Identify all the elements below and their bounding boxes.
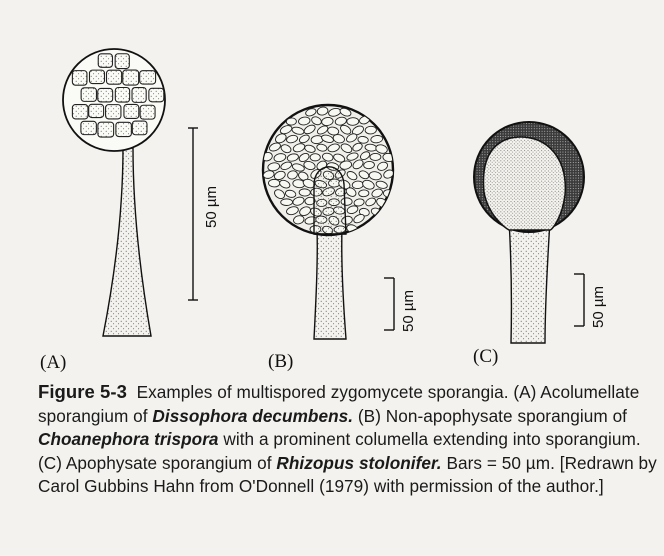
- scale-bar-c: [574, 274, 607, 328]
- species-name-1: Dissophora decumbens.: [152, 405, 354, 426]
- spore: [281, 199, 293, 206]
- spore-cell: [115, 87, 129, 102]
- sporangium-a: [63, 49, 165, 336]
- spore-cell: [115, 54, 129, 69]
- spore-cell: [106, 105, 121, 119]
- scale-label-c: 50 µm: [590, 286, 607, 328]
- scale-bar-a: [188, 128, 220, 300]
- species-name-3: Rhizopus stolonifer.: [276, 452, 442, 473]
- spore: [352, 181, 364, 189]
- spore-cell: [98, 88, 113, 101]
- spore: [347, 117, 359, 125]
- spore-cell: [107, 70, 122, 84]
- spore-cell: [89, 70, 104, 83]
- sporangium-b: [261, 105, 395, 339]
- spore-cell: [132, 121, 147, 135]
- spore-cell: [81, 121, 96, 134]
- figure-caption: [38, 380, 658, 499]
- spore: [365, 126, 377, 134]
- spore: [268, 179, 280, 187]
- spore-cell: [98, 54, 112, 67]
- spore-cell: [98, 122, 114, 137]
- spore-cell: [116, 122, 131, 136]
- caption-text-1: Examples of multispored zygomycete sporangia. (A) Acolumellate sporangium of: [38, 382, 640, 426]
- spore-cell: [81, 88, 96, 102]
- scale-label-a: 50 µm: [203, 186, 220, 228]
- spore: [370, 153, 381, 160]
- scale-label-b: 50 µm: [400, 290, 417, 332]
- spore-cell: [124, 104, 139, 118]
- spore: [358, 190, 369, 197]
- caption-text-3: with a prominent columella extending into sporangium. (C) Apophysate sporangium of: [38, 429, 641, 473]
- spore-cell: [140, 105, 155, 119]
- spore-cell: [149, 88, 164, 101]
- panel-label-c: (C): [473, 346, 499, 367]
- spore-cell: [89, 104, 104, 117]
- spore-cell: [72, 71, 87, 86]
- spore-cell: [123, 70, 139, 85]
- species-name-2: Choanephora trispora: [38, 429, 219, 450]
- spore: [299, 189, 310, 197]
- caption-text-4: Bars = 50 µm. [Redrawn by Carol Gubbins Hahn from O'Donnell (1979) with permission of the author.]: [38, 452, 657, 497]
- spore-cell: [140, 71, 156, 84]
- caption-text-2: (B) Non-apophysate sporangium of: [353, 405, 628, 426]
- scale-bar-b: [384, 278, 417, 332]
- panel-label-b: (B): [268, 351, 294, 372]
- spore-cell: [132, 88, 146, 103]
- spore-cell: [72, 105, 88, 119]
- sporangium-c: [474, 122, 584, 343]
- panel-label-a: (A): [40, 352, 67, 373]
- caption-title: Figure 5-3: [38, 381, 127, 402]
- spore: [310, 154, 320, 161]
